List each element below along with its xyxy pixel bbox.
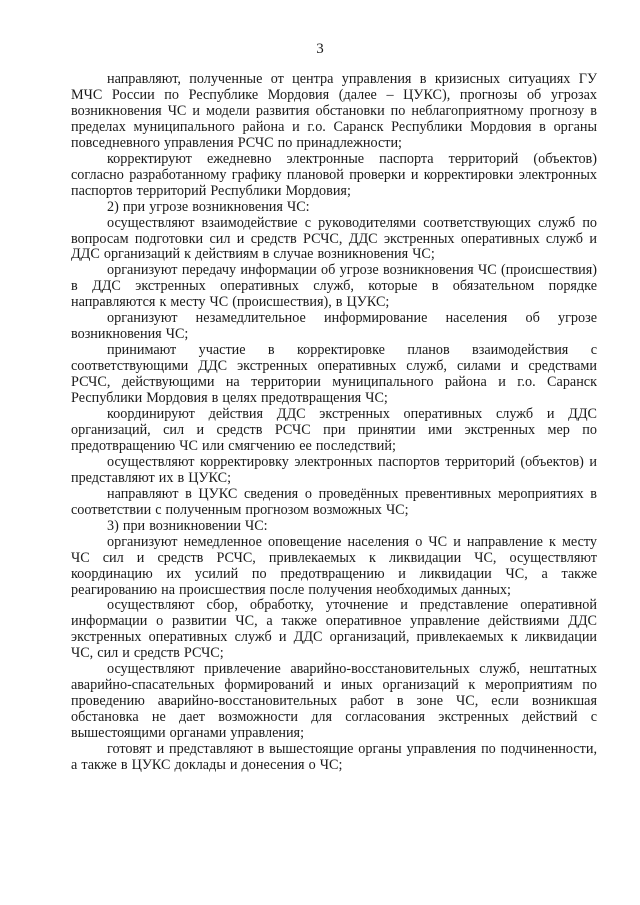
paragraph-10: направляют в ЦУКС сведения о проведённых превентивных мероприятиях в соответствии с полученным прогнозом возможных ЧС; <box>71 485 597 518</box>
paragraph-7: принимают участие в корректировке планов взаимодействия с соответствующими ДДС экстренных оперативных служб, силами и средствами РСЧС, действующими на территории муниципального района и г.о. Саранск Республики Мордовия в целях предотвращения ЧС; <box>71 342 597 407</box>
paragraph-5: организуют передачу информации об угрозе возникновения ЧС (происшествия) в ДДС экстренных оперативных служб, которые в обязательном порядке направляются к месту ЧС (происшествия), в ЦУКС; <box>71 262 597 311</box>
section-heading-2: 2) при угрозе возникновения ЧС: <box>107 198 310 215</box>
paragraph-15: готовят и представляют в вышестоящие органы управления по подчиненности, а также в ЦУКС доклады и донесения о ЧС; <box>71 741 597 773</box>
paragraph-1: направляют, полученные от центра управления в кризисных ситуациях ГУ МЧС России по Республике Мордовия (далее – ЦУКС), прогнозы об угрозах возникновения ЧС и модели развития обстановки по неблагоприятному прогнозу в пределах муниципального района и г.о. Саранск Республики Мордовия в органы повседневного управления РСЧС по принадлежности; <box>71 71 597 151</box>
paragraph-12: организуют немедленное оповещение населения о ЧС и направление к месту ЧС сил и средств РСЧС, привлекаемых к ликвидации ЧС, осуществляют координацию их усилий по предотвращению и ликвидации ЧС, а также реагированию на происшествия после получения необходимых данных; <box>71 533 597 598</box>
paragraph-13: осуществляют сбор, обработку, уточнение и представление оперативной информации о развитии ЧС, а также оперативное управление действиями ДДС экстренных оперативных служб и ДДС организаций, привлекаемых к ликвидации ЧС, сил и средств РСЧС; <box>71 597 597 662</box>
paragraph-14: осуществляют привлечение аварийно-восстановительных служб, нештатных аварийно-спасательных формирований и иных организаций к мероприятиям по проведению аварийно-восстановительных работ в зоне ЧС, если возникшая обстановка не дает возможности для согласования экстренных действий с вышестоящими органами управления; <box>71 661 597 742</box>
paragraph-9: осуществляют корректировку электронных паспортов территорий (объектов) и представляют их в ЦУКС; <box>71 453 597 486</box>
page-number: 3 <box>316 41 324 57</box>
paragraph-4: осуществляют взаимодействие с руководителями соответствующих служб по вопросам подготовки сил и средств РСЧС, ДДС экстренных оперативных служб и ДДС организаций к действиям в случае возникновения ЧС; <box>71 214 597 263</box>
paragraph-6: организуют незамедлительное информирование населения об угрозе возникновения ЧС; <box>71 310 597 343</box>
section-heading-3: 3) при возникновении ЧС: <box>107 517 268 534</box>
paragraph-2: корректируют ежедневно электронные паспорта территорий (объектов) согласно разработанному графику плановой проверки и корректировки электронных паспортов территорий Республики Мордовия; <box>71 150 597 199</box>
paragraph-8: координируют действия ДДС экстренных оперативных служб и ДДС организаций, сил и средств РСЧС при принятии ими экстренных мер по предотвращению ЧС или смягчению ее последствий; <box>71 406 597 454</box>
document-body <box>71 72 597 774</box>
